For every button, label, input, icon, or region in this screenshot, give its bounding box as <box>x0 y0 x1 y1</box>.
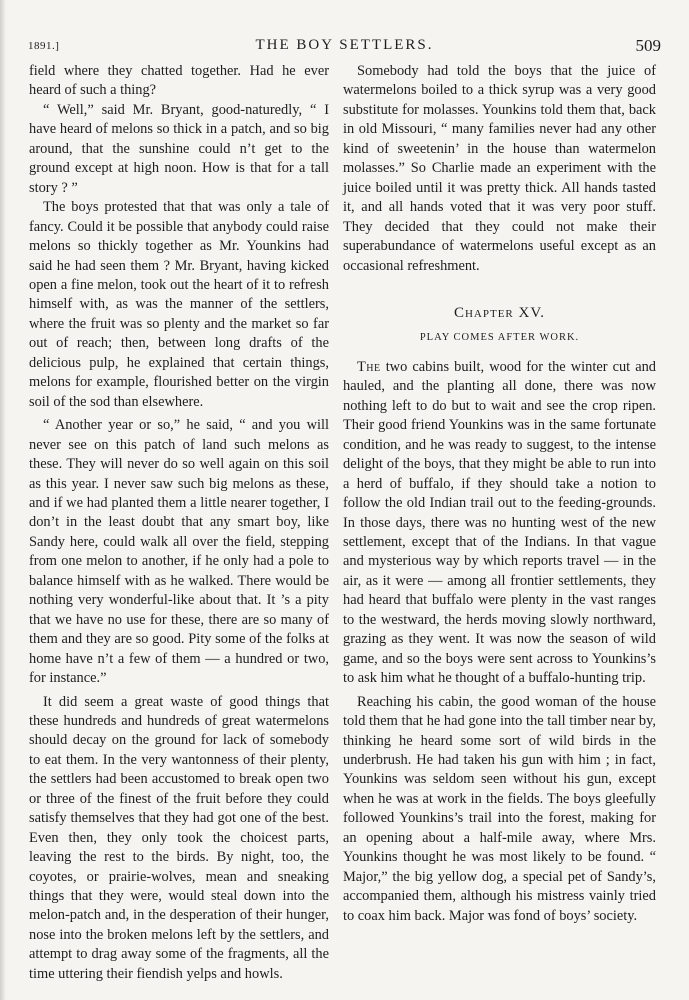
paragraph: “ Another year or so,” he said, “ and you will never see on this patch of land such melons as these. They will never do so well again on this soil as this year. I never saw such big melons as these, and if we had planted them a little nearer together, I don’t in the least doubt that any smart boy, like Sandy here, could walk all over the field, stepping from one melon to another, if he only had a pole to balance himself with as he walked. There would be nothing very wonderful-like about that. It ’s a pity that we have no use for these, there are so many of them and they are so good. Pity some of the folks at home have n’t a few of them — a hundred or two, for instance.” <box>29 417 329 687</box>
paragraph: Somebody had told the boys that the juice of watermelons boiled to a thick syrup was a very good substitute for molasses. Younkins told them that, back in old Missouri, “ many families never had any other kind of sweetenin’ in the house than watermelon molasses.” So Charlie made an experiment with the juice boiled until it was pretty thick. All hands tasted it, and all hands voted that it was very poor stuff. They decided that they could not make their superabundance of watermelons useful except as an occasional refreshment. <box>343 63 656 274</box>
paragraph: Reaching his cabin, the good woman of the house told them that he had gone into the tall timber near by, thinking he heard some sort of wild birds in the underbrush. He had taken his gun with him ; in fact, Younkins was seldom seen without his gun, except when he was at work in the fields. The boys gleefully followed Younkins’s trail into the forest, making for an opening about a half-mile away, where Mrs. Younkins thought he was most likely to be found. “ Major,” the big yellow dog, a special pet of Sandy’s, accompanied them, although his mistress vainly tried to coax him back. Major was fond of boys’ society. <box>343 693 656 924</box>
chapter-subtitle: PLAY COMES AFTER WORK. <box>419 332 580 344</box>
paragraph: “ Well,” said Mr. Bryant, good-naturedly, “ I have heard of melons so thick in a patch, and so big around, that the sunshine could n’t get to the ground except at high noon. How is that for a tall story ? ” <box>29 101 329 196</box>
right-column <box>343 62 656 926</box>
page-edge-shadow <box>0 0 6 1000</box>
header-title: THE BOY SETTLERS. <box>255 37 434 53</box>
paragraph-text: two cabins built, wood for the winter cut and hauled, and the planting all done, there was now nothing left to do but to wait and see the crop ripen. Their good friend Younkins was in the same fortunate condition, and he was ready to suggest, to the intense delight of the boys, that they might be able to run into a herd of buffalo, if they should take a notion to follow the old Indian trail out to the feeding-grounds. In those days, there was no hunting west of the new settlement, except that of the Indians. In that vague and mysterious way by which reports travel — in the air, as it were — among all frontier settlements, they had heard that buffalo were plenty in the vast ranges to the westward, the herds moving slowly northward, grazing as they went. It was now the season of wild game, and so the boys were sent across to Younkins’s to ask him what he thought of a buffalo-hunting trip. <box>343 358 656 687</box>
running-header <box>28 36 661 56</box>
page-number: 509 <box>635 36 661 55</box>
paragraph: The boys protested that that was only a tale of fancy. Could it be possible that anybody could raise melons so thickly together as Mr. Younkins had said he had seen them ? Mr. Bryant, having kicked open a fine melon, took out the heart of it to refresh himself with, as was the manner of the settlers, where the fruit was so plenty and the market so far out of reach; then, between long drafts of the delicious pulp, he explained that certain things, melons for example, flourished better on the virgin soil of the sod than elsewhere. <box>29 199 329 410</box>
paragraph: It did seem a great waste of good things that these hundreds and hundreds of great watermelons should decay on the ground for lack of somebody to eat them. In the very wantonness of their plenty, the settlers had been accustomed to break open two or three of the finest of the fruit before they could satisfy themselves that they had got one of the best. Even then, they only took the choicest parts, leaving the rest to the birds. By night, too, the coyotes, or prairie-wolves, mean and sneaking things that they were, would steal down into the melon-patch and, in the desperation of their hunger, nose into the broken melons left by the settlers, and attempt to drag away some of the fragments, all the time uttering their fiendish yelps and howls. <box>29 693 329 982</box>
paragraph <box>343 358 656 689</box>
paragraph: field where they chatted together. Had he ever heard of such a thing? <box>29 63 329 99</box>
chapter-lead-word: The <box>357 358 381 375</box>
header-date: 1891.] <box>28 40 60 52</box>
left-column <box>29 62 329 984</box>
chapter-title: Chapter XV. <box>453 304 546 321</box>
